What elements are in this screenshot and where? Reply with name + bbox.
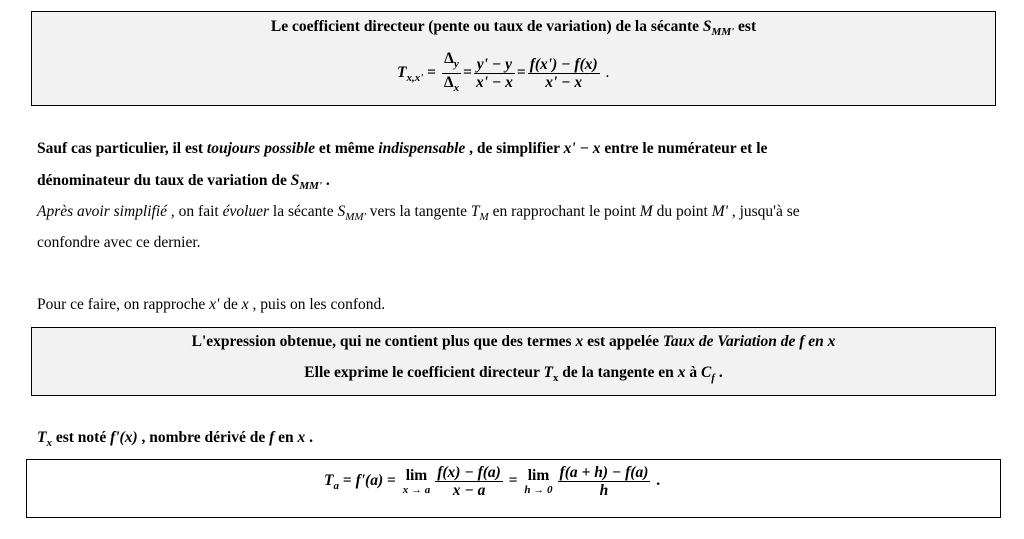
text: en bbox=[274, 429, 298, 446]
text: en rapprochant le point bbox=[488, 203, 640, 220]
lim-subscript: h → 0 bbox=[524, 483, 553, 496]
function-fraction bbox=[528, 56, 600, 91]
derivative-definition-box bbox=[26, 459, 1001, 518]
text: confondre avec ce dernier. bbox=[37, 234, 201, 251]
text: Elle exprime le coefficient directeur bbox=[304, 364, 544, 381]
coordinate-fraction bbox=[474, 56, 515, 91]
emphasis: Après avoir simplifié bbox=[37, 203, 168, 220]
quotient-den: x − a bbox=[452, 482, 486, 499]
text: à bbox=[685, 364, 701, 381]
math-term: x' bbox=[209, 296, 220, 313]
text: et même bbox=[315, 140, 379, 157]
text: . bbox=[714, 364, 723, 381]
tangent-symbol: T bbox=[37, 429, 47, 446]
curve-subscript: f bbox=[711, 372, 715, 384]
curve-symbol: C bbox=[700, 364, 712, 381]
emphasis: Taux de Variation de f en x bbox=[662, 333, 836, 350]
paragraph-line-1 bbox=[37, 140, 767, 158]
secant-subscript: MM' bbox=[345, 211, 366, 223]
text: Pour ce faire, on rapproche bbox=[37, 296, 210, 313]
text: la sécante bbox=[269, 203, 338, 220]
tangent-subscript: x bbox=[46, 437, 52, 449]
emphasis: indispensable bbox=[378, 140, 466, 157]
tangent-symbol: T bbox=[470, 203, 480, 220]
equals-sign: = bbox=[383, 472, 400, 490]
tangent-subscript: M bbox=[479, 211, 489, 223]
func-num: f(x') − f(x) bbox=[529, 56, 598, 73]
statement-end: est bbox=[734, 18, 757, 35]
text: . bbox=[305, 429, 314, 446]
rate-of-change-box bbox=[31, 327, 996, 396]
formula-period: . bbox=[656, 472, 661, 490]
lim-label: lim bbox=[405, 466, 428, 484]
delta-fraction bbox=[442, 50, 461, 97]
math-term: x' − x bbox=[563, 140, 601, 157]
text: Sauf cas particulier, il est bbox=[37, 140, 207, 157]
lim-label: lim bbox=[527, 466, 550, 484]
secant-symbol: S bbox=[290, 172, 300, 189]
math-term: x bbox=[297, 429, 306, 446]
text: vers la tangente bbox=[365, 203, 471, 220]
delta-num: Δ bbox=[444, 50, 454, 67]
coord-num: y' − y bbox=[476, 56, 513, 73]
func-den: x' − x bbox=[545, 74, 583, 91]
delta-den-sub: x bbox=[453, 82, 460, 94]
math-term: x bbox=[241, 296, 249, 313]
secant-symbol: S bbox=[702, 18, 712, 35]
secant-slope-statement bbox=[32, 18, 995, 38]
equals-sign: = bbox=[504, 472, 522, 490]
point-m: M bbox=[639, 203, 653, 220]
text: est noté bbox=[51, 429, 111, 446]
text: L'expression obtenue, qui ne contient plus que des termes bbox=[191, 333, 576, 350]
text: du point bbox=[652, 203, 712, 220]
definition-line-1 bbox=[32, 333, 995, 351]
statement-text: Le coefficient directeur (pente ou taux de variation) de la sécante bbox=[270, 18, 703, 35]
derivative-formula bbox=[324, 464, 660, 499]
point-m-prime: M' bbox=[711, 203, 728, 220]
text: , nombre dérivé de bbox=[137, 429, 270, 446]
secant-subscript: MM' bbox=[299, 180, 323, 192]
difference-quotient-2 bbox=[558, 464, 651, 499]
text: est appelée bbox=[583, 333, 663, 350]
formula-period: . bbox=[605, 64, 610, 82]
text: de bbox=[219, 296, 242, 313]
delta-num-sub: y bbox=[453, 58, 459, 70]
text: de la tangente en bbox=[558, 364, 678, 381]
coord-den: x' − x bbox=[475, 74, 513, 91]
tangent-symbol: T bbox=[543, 364, 553, 381]
lim-subscript: x → a bbox=[402, 483, 431, 496]
equals-sign: = bbox=[423, 64, 440, 82]
derivative-symbol: f'(a) bbox=[355, 472, 384, 490]
quotient-den: h bbox=[599, 482, 609, 499]
formula-lhs-subscript: a bbox=[333, 480, 339, 493]
emphasis: évoluer bbox=[222, 203, 270, 220]
difference-quotient-1 bbox=[435, 464, 503, 499]
math-term: f bbox=[269, 429, 275, 446]
text: , puis on les confond. bbox=[248, 296, 386, 313]
paragraph-line-4 bbox=[37, 234, 201, 252]
secant-slope-box bbox=[31, 11, 996, 106]
text: , on fait bbox=[167, 203, 223, 220]
quotient-num: f(x) − f(a) bbox=[437, 464, 501, 481]
text: entre le numérateur et le bbox=[600, 140, 768, 157]
tangent-subscript: x bbox=[552, 372, 559, 384]
text: , jusqu'à se bbox=[727, 203, 800, 220]
paragraph-line-3 bbox=[37, 203, 800, 223]
secant-subscript: MM' bbox=[711, 26, 735, 38]
text: dénominateur du taux de variation de bbox=[37, 172, 291, 189]
paragraph-approach bbox=[37, 296, 385, 314]
definition-line-2 bbox=[32, 364, 995, 384]
formula-lhs-subscript: x,x' bbox=[406, 72, 424, 85]
secant-slope-formula: $T_{x,x'}$ = $\frac{\Delta_y}{\Delta_x}$ = $\frac{y' - y}{x' - x}$ = $\frac{f(x') - f(x)}{x' - x}$ . bbox=[397, 50, 609, 97]
formula-lhs: T bbox=[397, 64, 407, 82]
text: , de simplifier bbox=[465, 140, 564, 157]
emphasis: toujours possible bbox=[206, 140, 316, 157]
derivative-symbol: f'(x) bbox=[110, 429, 138, 446]
math-term: x bbox=[677, 364, 686, 381]
secant-symbol: S bbox=[337, 203, 346, 220]
quotient-num: f(a + h) − f(a) bbox=[559, 464, 649, 481]
delta-den: Δ bbox=[443, 74, 454, 91]
paragraph-derivative-notation bbox=[37, 429, 313, 449]
text: . bbox=[322, 172, 330, 189]
math-term: x bbox=[575, 333, 584, 350]
formula-lhs: T bbox=[324, 472, 334, 490]
limit-2 bbox=[524, 468, 552, 496]
equals-sign: = bbox=[338, 472, 356, 490]
limit-1 bbox=[403, 468, 431, 496]
paragraph-line-2 bbox=[37, 172, 330, 192]
